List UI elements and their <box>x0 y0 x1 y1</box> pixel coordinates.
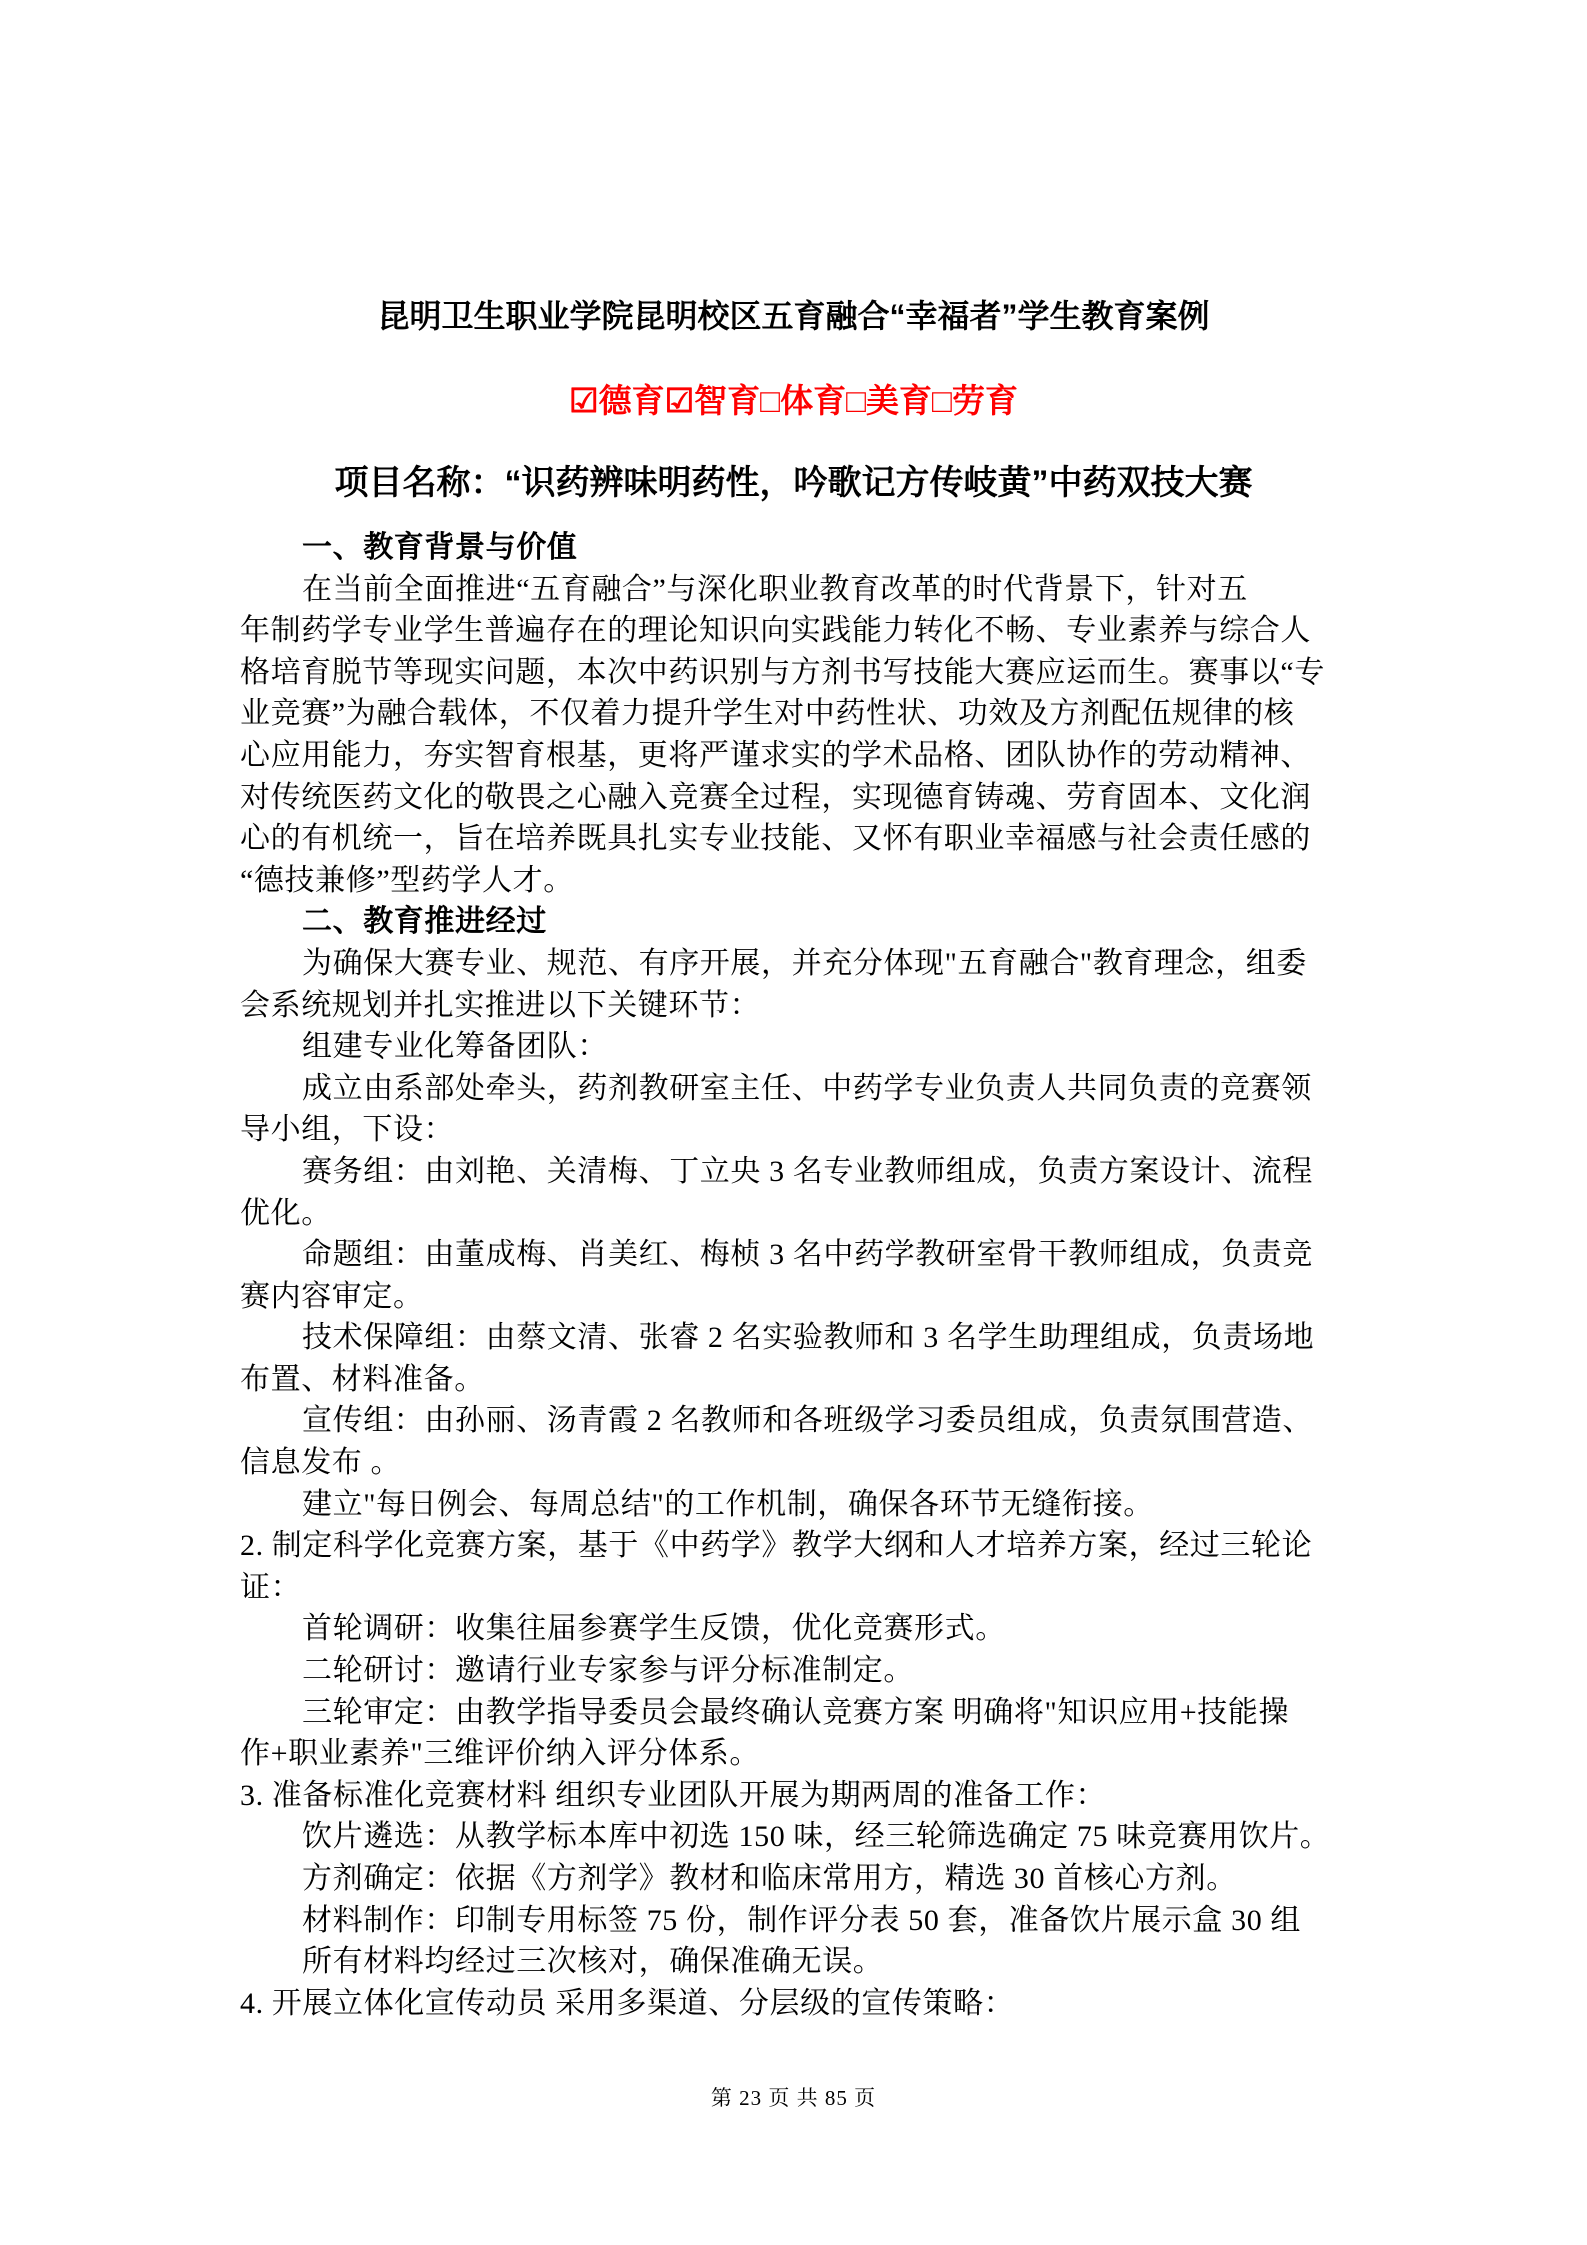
body-line: 3. 准备标准化竞赛材料 组织专业团队开展为期两周的准备工作： <box>240 1778 1107 1812</box>
body-line: 证： <box>240 1570 302 1604</box>
body-line: 心应用能力，夯实智育根基，更将严谨求实的学术品格、团队协作的劳动精神、 <box>240 738 1311 772</box>
body-line: 饮片遴选：从教学标本库中初选 150 味，经三轮筛选确定 75 味竞赛用饮片。 <box>302 1820 1331 1854</box>
body-line: 命题组：由董成梅、肖美红、梅桢 3 名中药学教研室骨干教师组成，负责竞 <box>302 1238 1313 1272</box>
body-line: “德技兼修”型药学人才。 <box>240 863 574 897</box>
body-line: 信息发布 。 <box>240 1446 402 1480</box>
body-line: 布置、材料准备。 <box>240 1362 485 1396</box>
page-number-footer: 第 23 页 共 85 页 <box>710 2086 877 2110</box>
body-line: 业竞赛”为融合载体，不仅着力提升学生对中药性状、功效及方剂配伍规律的核 <box>240 697 1295 731</box>
body-line: 赛内容审定。 <box>240 1279 424 1313</box>
body-line: 会系统规划并扎实推进以下关键环节： <box>240 988 761 1022</box>
body-line: 宣传组：由孙丽、汤青霞 2 名教师和各班级学习委员组成，负责氛围营造、 <box>302 1404 1313 1438</box>
project-title: 项目名称：“识药辨味明药性，吟歌记方传岐黄”中药双技大赛 <box>334 464 1253 502</box>
body-line: 心的有机统一，旨在培养既具扎实专业技能、又怀有职业幸福感与社会责任感的 <box>240 822 1311 856</box>
body-line: 作+职业素养"三维评价纳入评分体系。 <box>240 1737 760 1771</box>
body-line: 在当前全面推进“五育融合”与深化职业教育改革的时代背景下，针对五 <box>302 572 1248 606</box>
body-line: 二轮研讨：邀请行业专家参与评分标准制定。 <box>302 1654 914 1688</box>
body-line: 一、教育背景与价值 <box>302 531 578 564</box>
body-line: 4. 开展立体化宣传动员 采用多渠道、分层级的宣传策略： <box>240 1986 1015 2020</box>
body-line: 方剂确定：依据《方剂学》教材和临床常用方，精选 30 首核心方剂。 <box>302 1862 1237 1895</box>
body-line: 为确保大赛专业、规范、有序开展，并充分体现"五育融合"教育理念，组委 <box>302 946 1307 980</box>
document-body <box>240 527 1350 2024</box>
five-education-checkbox-line: ☑德育☑智育□体育□美育□劳育 <box>569 382 1018 419</box>
body-line: 年制药学专业学生普遍存在的理论知识向实践能力转化不畅、专业素养与综合人 <box>240 614 1311 648</box>
body-line: 二、教育推进经过 <box>302 905 547 939</box>
body-line: 三轮审定：由教学指导委员会最终确认竞赛方案 明确将"知识应用+技能操 <box>302 1695 1290 1729</box>
body-line: 组建专业化筹备团队： <box>302 1030 608 1064</box>
body-line: 建立"每日例会、每周总结"的工作机制，确保各环节无缝衔接。 <box>302 1487 1154 1521</box>
body-line: 对传统医药文化的敬畏之心融入竞赛全过程，实现德育铸魂、劳育固本、文化润 <box>240 780 1311 814</box>
body-line: 首轮调研：收集往届参赛学生反馈，优化竞赛形式。 <box>302 1612 1006 1646</box>
body-line: 优化。 <box>240 1196 332 1230</box>
body-line: 所有材料均经过三次核对，确保准确无误。 <box>302 1945 884 1979</box>
body-line: 导小组，下设： <box>240 1113 455 1147</box>
body-line: 技术保障组：由蔡文清、张睿 2 名实验教师和 3 名学生助理组成，负责场地 <box>302 1321 1315 1355</box>
body-line: 2. 制定科学化竞赛方案，基于《中药学》教学大纲和人才培养方案，经过三轮论 <box>240 1529 1313 1563</box>
body-line: 成立由系部处牵头，药剂教研室主任、中药学专业负责人共同负责的竞赛领 <box>302 1071 1312 1105</box>
body-line: 赛务组：由刘艳、关清梅、丁立央 3 名专业教师组成，负责方案设计、流程 <box>302 1154 1313 1188</box>
body-line: 材料制作：印制专用标签 75 份，制作评分表 50 套，准备饮片展示盒 30 组 <box>302 1903 1301 1937</box>
body-line: 格培育脱节等现实问题，本次中药识别与方剂书写技能大赛应运而生。赛事以“专 <box>240 655 1325 689</box>
document-title: 昆明卫生职业学院昆明校区五育融合“幸福者”学生教育案例 <box>377 298 1210 334</box>
